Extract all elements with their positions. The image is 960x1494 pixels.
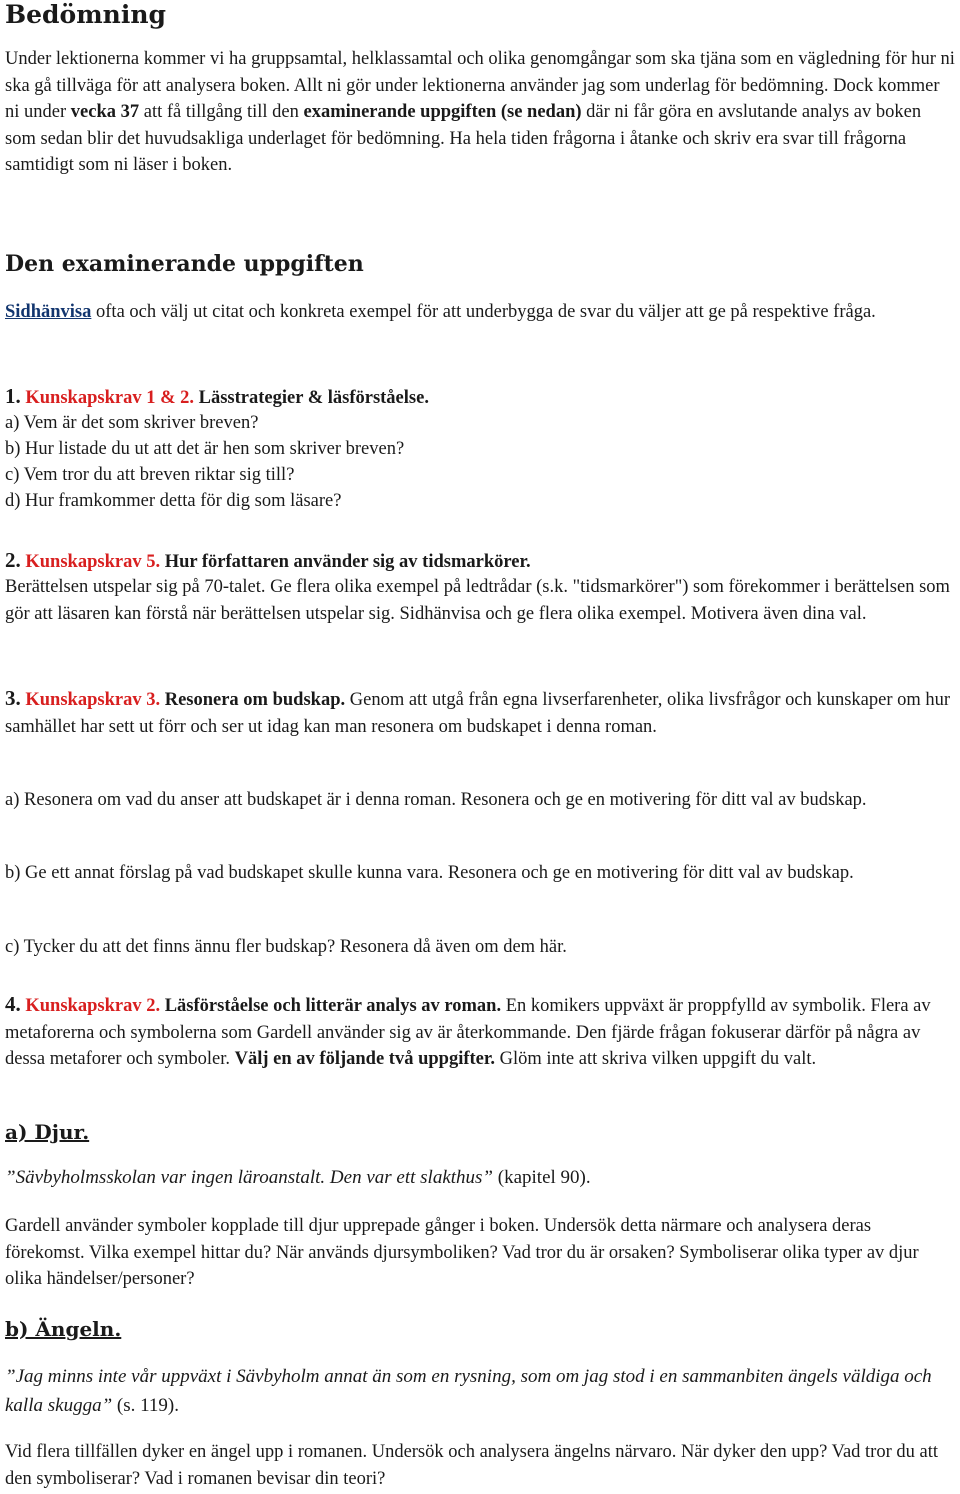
intro-text: att få tillgång till den [139,102,304,122]
option-b-reference: (s. 119). [112,1395,179,1416]
kunskapskrav-label: Kunskapskrav 1 & 2. [25,388,194,408]
option-a-quote: ”Sävbyholmsskolan var ingen läroanstalt. Den var ett slakthus” [5,1167,493,1188]
question-number: 2. [5,548,21,572]
kunskapskrav-label: Kunskapskrav 5. [25,552,161,572]
question-2-text: Berättelsen utspelar sig på 70-talet. Ge flera olika exempel på ledtrådar (s.k. "tidsmarkörer") som förekommer i berättelsen som gör att läsaren kan förstå när berättelsen utspelar sig. Sidhänvisa och ge flera olika exempel. Motivera även dina val. [5,577,950,624]
question-number: 3. [5,686,21,710]
sidhanvisa-link[interactable]: Sidhänvisa [5,302,92,322]
question-text: Glöm inte att skriva vilken uppgift du valt. [495,1049,817,1069]
question-3-paragraph [5,685,955,740]
question-number: 4. [5,992,21,1016]
section-title: Den examinerande uppgiften [5,251,364,277]
page-title: Bedömning [5,0,166,29]
question-1-item-c: c) Vem tror du att breven riktar sig till? [5,465,295,485]
kunskapskrav-label: Kunskapskrav 2. [25,996,161,1016]
question-topic: Läsförståelse och litterär analys av roman. [164,996,502,1016]
option-b-text: Vid flera tillfällen dyker en ängel upp i romanen. Undersök och analysera ängelns närvaro. När dyker den upp? Vad tror du att den symboliserar? Vad i romanen bevisar din teori? [5,1442,938,1489]
question-3-item-a: a) Resonera om vad du anser att budskapet är i denna roman. Resonera och ge en motivering för ditt val av budskap. [5,790,867,810]
question-1-item-d: d) Hur framkommer detta för dig som läsare? [5,491,342,511]
question-text: Genom att utgå från egna livserfarenheter, olika livsfrågor och kunskaper om hur samhället har sett ut förr och ser ut idag kan man resonera om budskapet i denna roman. [5,690,951,737]
intro-text: där ni får göra en avslutande analys av boken som sedan blir det huvudsakliga underlaget för bedömning. Ha hela tiden frågorna i åtanke och skriv era svar till frågorna samtidigt som ni läser i boken. [5,102,922,175]
option-a-quote-line [5,1165,955,1192]
intro-bold-week: vecka 37 [70,102,140,122]
question-3-item-c: c) Tycker du att det finns ännu fler budskap? Resonera då även om dem här. [5,937,567,957]
option-a-heading-wrap [5,1119,955,1145]
question-2-heading [5,547,955,576]
question-4-paragraph [5,991,955,1073]
question-3-item-b: b) Ge ett annat förslag på vad budskapet skulle kunna vara. Resonera och ge en motivering för ditt val av budskap. [5,863,854,883]
option-a-text: Gardell använder symboler kopplade till djur upprepade gånger i boken. Undersök detta närmare och analysera deras förekomst. Vilka exempel hittar du? När används djursymboliken? Vad tror du är orsaken? Symboliserar olika typer av djur olika händelser/personer? [5,1216,919,1289]
kunskapskrav-label: Kunskapskrav 3. [25,690,161,710]
option-a-heading: a) Djur. [5,1120,90,1144]
lead-paragraph [5,299,955,326]
question-topic: Hur författaren använder sig av tidsmarkörer. [164,552,531,572]
question-number: 1. [5,384,21,408]
intro-paragraph [5,46,955,179]
question-text: En komikers uppväxt är proppfylld av symbolik. Flera av metaforerna och symbolerna som Gardell använder sig av är återkommande. Den fjärde frågan fokuserar därför på några av dessa metaforer och symboler. [5,996,931,1069]
question-bold-instruction: Välj en av följande två uppgifter. [234,1049,496,1069]
question-1-item-b: b) Hur listade du ut att det är hen som skriver breven? [5,439,405,459]
intro-bold-task: examinerande uppgiften (se nedan) [303,102,582,122]
option-b-heading-wrap [5,1316,955,1342]
option-a-reference: (kapitel 90). [493,1167,591,1188]
option-b-quote-line [5,1362,955,1420]
intro-text: Under lektionerna kommer vi ha gruppsamtal, helklassamtal och olika genomgångar som ska tjäna som en vägledning för hur ni ska gå tillväga för att analysera boken. Allt ni gör under lektionerna använder jag som underlag för bedömning. Dock kommer ni under [5,49,955,122]
lead-text: ofta och välj ut citat och konkreta exempel för att underbygga de svar du väljer att ge på respektive fråga. [91,302,876,322]
question-1-item-a: a) Vem är det som skriver breven? [5,413,259,433]
question-topic: Lässtrategier & läsförståelse. [198,388,429,408]
option-b-quote: ”Jag minns inte vår uppväxt i Sävbyholm annat än som en rysning, som om jag stod i en sammanbiten ängels väldiga och kalla skugga” [5,1366,932,1416]
option-b-heading: b) Ängeln. [5,1317,122,1341]
question-topic: Resonera om budskap. [164,690,346,710]
question-1-heading [5,383,955,412]
